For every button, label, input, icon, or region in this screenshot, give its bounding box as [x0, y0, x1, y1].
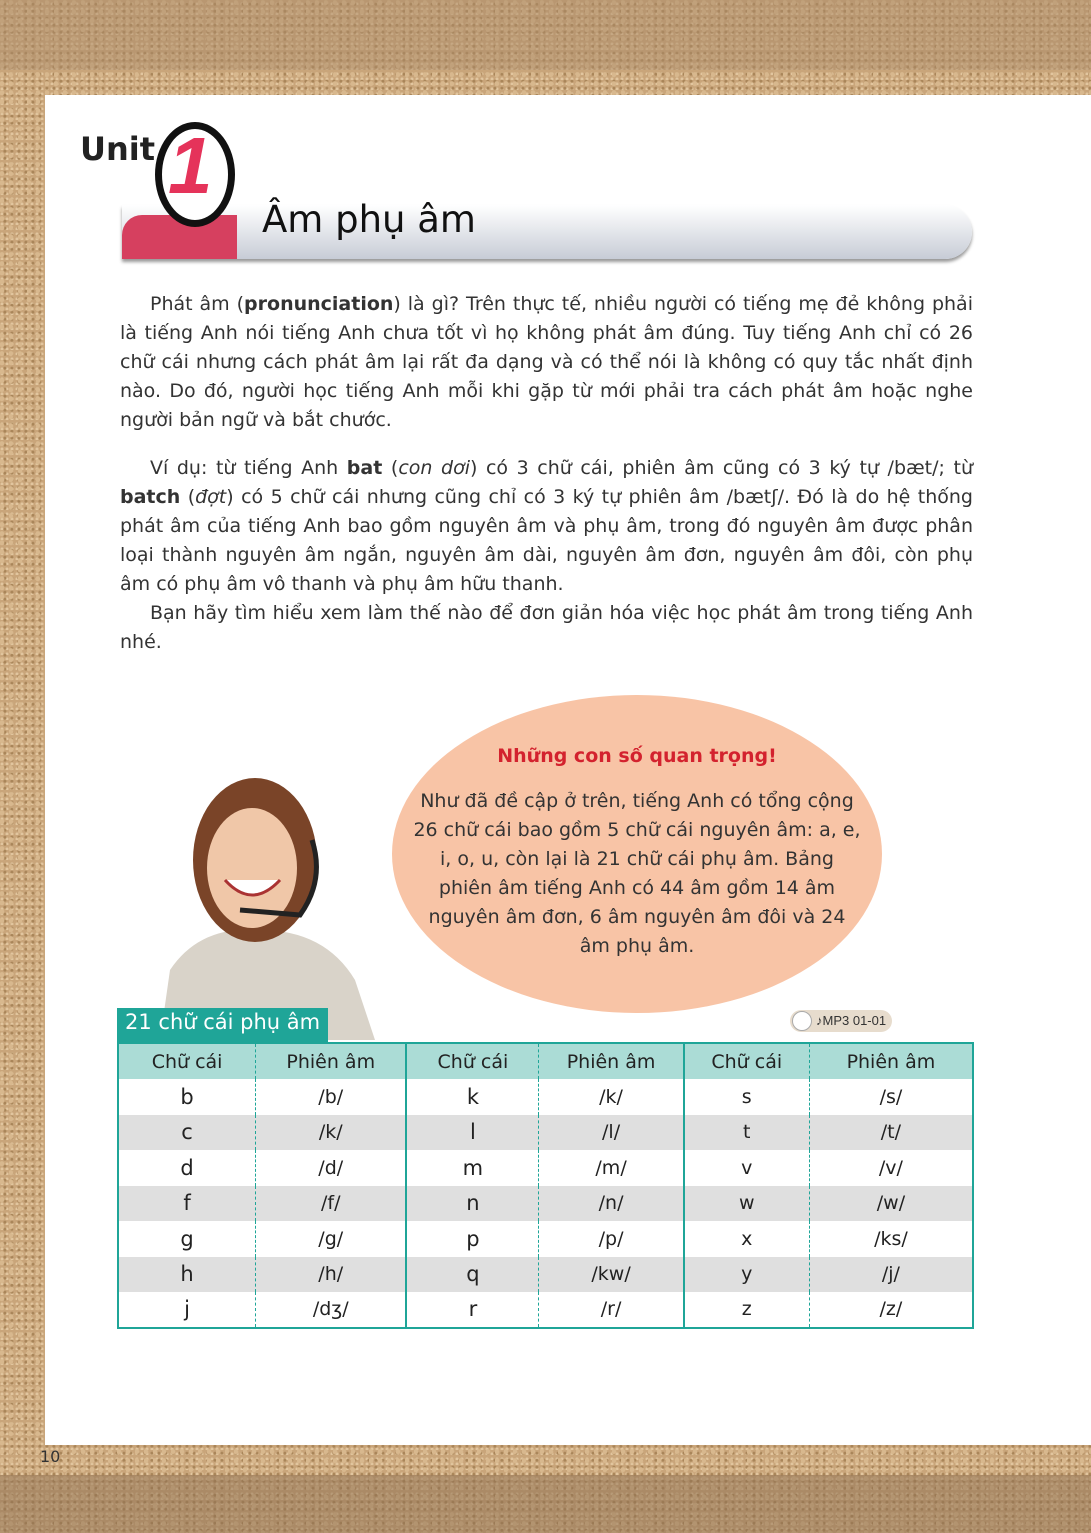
- audio-track-label: MP3 01-01: [822, 1013, 887, 1028]
- letter-cell: j: [118, 1292, 256, 1328]
- phonetic-cell: /k/: [539, 1079, 684, 1115]
- column-header: Chữ cái: [406, 1043, 539, 1079]
- phonetic-cell: /d/: [256, 1150, 407, 1186]
- phonetic-cell: /j/: [809, 1257, 973, 1293]
- column-header: Chữ cái: [118, 1043, 256, 1079]
- unit-label: Unit: [80, 130, 156, 168]
- column-header: Phiên âm: [256, 1043, 407, 1079]
- letter-cell: c: [118, 1115, 256, 1151]
- table-row: [118, 1079, 973, 1115]
- letter-cell: q: [406, 1257, 539, 1293]
- music-note-icon: ♪: [816, 1013, 823, 1028]
- consonant-table: [117, 1042, 974, 1329]
- column-header: Phiên âm: [539, 1043, 684, 1079]
- letter-cell: r: [406, 1292, 539, 1328]
- table-row: [118, 1115, 973, 1151]
- column-header: Chữ cái: [684, 1043, 810, 1079]
- table-row: [118, 1221, 973, 1257]
- phonetic-cell: /l/: [539, 1115, 684, 1151]
- table-row: [118, 1292, 973, 1328]
- phonetic-cell: /g/: [256, 1221, 407, 1257]
- letter-cell: w: [684, 1186, 810, 1222]
- phonetic-cell: /f/: [256, 1186, 407, 1222]
- table-row: [118, 1150, 973, 1186]
- phonetic-cell: /z/: [809, 1292, 973, 1328]
- intro-paragraphs-2: Ví dụ: từ tiếng Anh bat (con dơi) có 3 chữ cái, phiên âm cũng có 3 ký tự /bæt/; từ batch (đợt) có 5 chữ cái nhưng cũng chỉ có 3 ký tự phiên âm /bætʃ/. Đó là do hệ thống phát âm của tiếng Anh bao gồm nguyên âm và phụ âm, trong đó nguyên âm được phân loại thành nguyên âm ngắn, nguyên âm dài, nguyên âm đơn, nguyên âm đôi, còn phụ âm có phụ âm vô thanh và phụ âm hữu thanh. Bạn hãy tìm hiểu xem làm thế nào để đơn giản hóa việc học phát âm trong tiếng Anh nhé.: [120, 454, 973, 657]
- letter-cell: l: [406, 1115, 539, 1151]
- title-bar: [122, 205, 972, 259]
- phonetic-cell: /ks/: [809, 1221, 973, 1257]
- letter-cell: t: [684, 1115, 810, 1151]
- phonetic-cell: /n/: [539, 1186, 684, 1222]
- letter-cell: m: [406, 1150, 539, 1186]
- letter-cell: f: [118, 1186, 256, 1222]
- letter-cell: h: [118, 1257, 256, 1293]
- sand-top-band: [0, 0, 1091, 70]
- phonetic-cell: /w/: [809, 1186, 973, 1222]
- phonetic-cell: /dʒ/: [256, 1292, 407, 1328]
- letter-cell: z: [684, 1292, 810, 1328]
- page-number: 10: [40, 1447, 61, 1466]
- letter-cell: x: [684, 1221, 810, 1257]
- table-label: 21 chữ cái phụ âm: [117, 1008, 328, 1043]
- table-row: [118, 1257, 973, 1293]
- letter-cell: p: [406, 1221, 539, 1257]
- letter-cell: y: [684, 1257, 810, 1293]
- table-row: [118, 1186, 973, 1222]
- phonetic-cell: /b/: [256, 1079, 407, 1115]
- letter-cell: s: [684, 1079, 810, 1115]
- letter-cell: b: [118, 1079, 256, 1115]
- letter-cell: v: [684, 1150, 810, 1186]
- intro-paragraph-3: Bạn hãy tìm hiểu xem làm thế nào để đơn giản hóa việc học phát âm trong tiếng Anh nhé.: [120, 602, 973, 653]
- letter-cell: n: [406, 1186, 539, 1222]
- phonetic-cell: /m/: [539, 1150, 684, 1186]
- cd-icon: [792, 1011, 812, 1031]
- callout-text: Như đã đề cập ở trên, tiếng Anh có tổng cộng 26 chữ cái bao gồm 5 chữ cái nguyên âm: a, e, i, o, u, còn lại là 21 chữ cái phụ âm. Bảng phiên âm tiếng Anh có 44 âm gồm 14 âm nguyên âm đơn, 6 âm nguyên âm đôi và 24 âm phụ âm.: [413, 790, 861, 957]
- support-agent-photo: [140, 750, 385, 1040]
- sand-bottom-band: [0, 1475, 1091, 1533]
- phonetic-cell: /h/: [256, 1257, 407, 1293]
- letter-cell: g: [118, 1221, 256, 1257]
- phonetic-cell: /k/: [256, 1115, 407, 1151]
- callout-title: Những con số quan trọng!: [497, 745, 777, 767]
- phonetic-cell: /s/: [809, 1079, 973, 1115]
- letter-cell: d: [118, 1150, 256, 1186]
- phonetic-cell: /v/: [809, 1150, 973, 1186]
- intro-paragraph-1: Phát âm (pronunciation) là gì? Trên thực tế, nhiều người có tiếng mẹ đẻ không phải là tiếng Anh nói tiếng Anh chưa tốt vì họ không phát âm đúng. Tuy tiếng Anh chỉ có 26 chữ cái nhưng cách phát âm lại rất đa dạng và có thể nói là không có quy tắc nhất định nào. Do đó, người học tiếng Anh mỗi khi gặp từ mới phải tra cách phát âm hoặc nghe người bản ngữ và bắt chước.: [120, 293, 973, 431]
- audio-track-button[interactable]: [790, 1010, 892, 1032]
- phonetic-cell: /r/: [539, 1292, 684, 1328]
- column-header: Phiên âm: [809, 1043, 973, 1079]
- phonetic-cell: /p/: [539, 1221, 684, 1257]
- unit-number: 1: [168, 121, 213, 210]
- letter-cell: k: [406, 1079, 539, 1115]
- page-title: Âm phụ âm: [262, 198, 476, 241]
- phonetic-cell: /kw/: [539, 1257, 684, 1293]
- phonetic-cell: /t/: [809, 1115, 973, 1151]
